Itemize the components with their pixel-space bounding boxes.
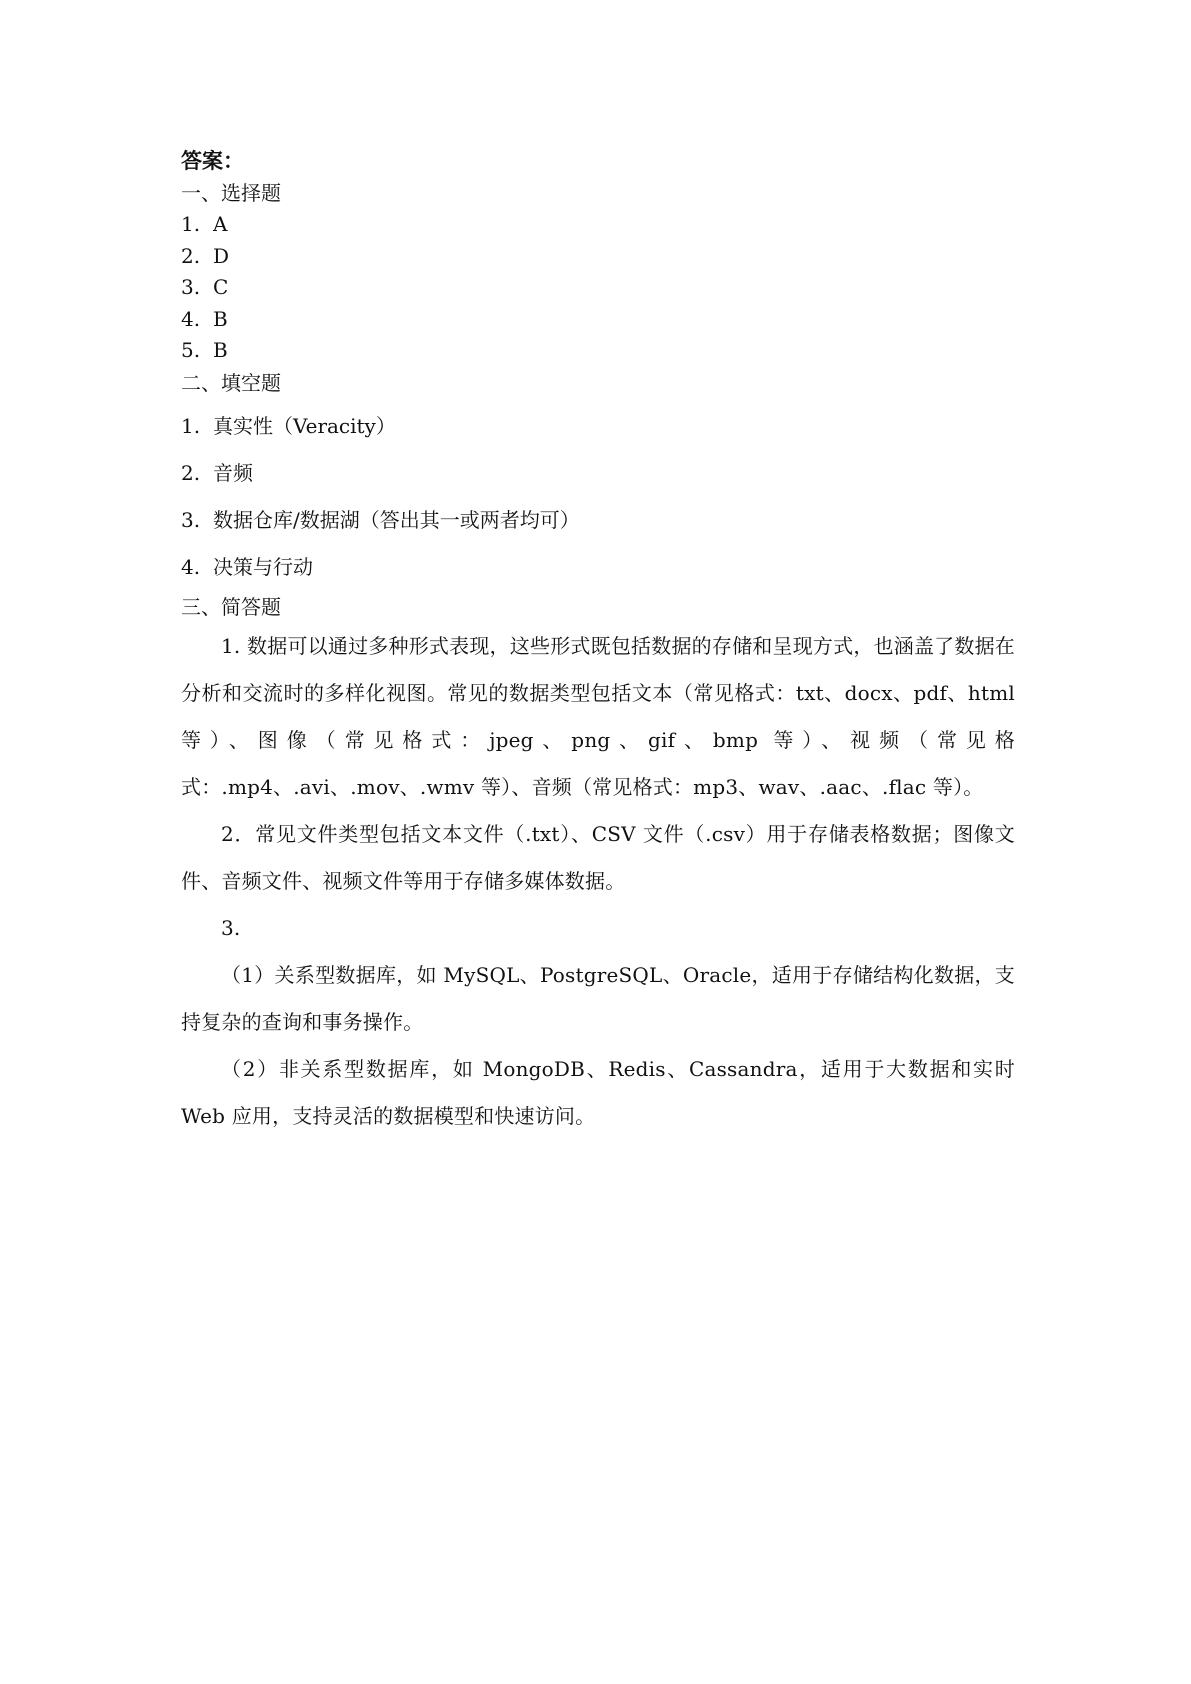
list-item: 3. 数据仓库/数据湖（答出其一或两者均可） bbox=[181, 507, 580, 532]
list-item: 4. 决策与行动 bbox=[181, 554, 313, 579]
list-item: 2. D bbox=[181, 243, 230, 268]
list-item: 5. B bbox=[181, 338, 228, 362]
section-short-answer-title: 三、简答题 bbox=[181, 594, 281, 619]
short-answer-paragraph: 1. 数据可以通过多种形式表现，这些形式既包括数据的存储和呈现方式，也涵盖了数据在分析和交流时的多样化视图。常见的数据类型包括文本（常见格式：txt、docx、pdf、html 等）、图像（常见格式：jpeg、png、gif、bmp 等）、视频（常见格式：.mp4、.avi、.mov、.wmv 等）、音频（常见格式：mp3、wav、.aac、.flac 等）。 bbox=[181, 633, 1015, 799]
short-answer-paragraph: 2．常见文件类型包括文本文件（.txt）、CSV 文件（.csv）用于存储表格数据；图像文件、音频文件、视频文件等用于存储多媒体数据。 bbox=[181, 821, 1015, 893]
list-item: 4. B bbox=[181, 306, 228, 331]
list-item: 1. A bbox=[181, 212, 228, 236]
multiple-choice-answers bbox=[181, 209, 1015, 367]
section-fill-blank-title: 二、填空题 bbox=[181, 370, 281, 395]
list-item: 1. 真实性（Veracity） bbox=[181, 413, 396, 438]
answer-content bbox=[181, 145, 1015, 1140]
short-answer-paragraph: （2）非关系型数据库，如 MongoDB、Redis、Cassandra，适用于大数据和实时 Web 应用，支持灵活的数据模型和快速访问。 bbox=[181, 1056, 1015, 1128]
list-item: 2. 音频 bbox=[181, 460, 253, 485]
fill-blank-answers bbox=[181, 403, 1015, 591]
answer-heading: 答案： bbox=[181, 148, 244, 173]
short-answer-paragraph: 3. bbox=[221, 915, 241, 940]
list-item: 3. C bbox=[181, 275, 229, 299]
section-multiple-choice-title: 一、选择题 bbox=[181, 181, 281, 205]
short-answer-paragraph: （1）关系型数据库，如 MySQL、PostgreSQL、Oracle，适用于存储结构化数据，支持复杂的查询和事务操作。 bbox=[181, 962, 1015, 1034]
